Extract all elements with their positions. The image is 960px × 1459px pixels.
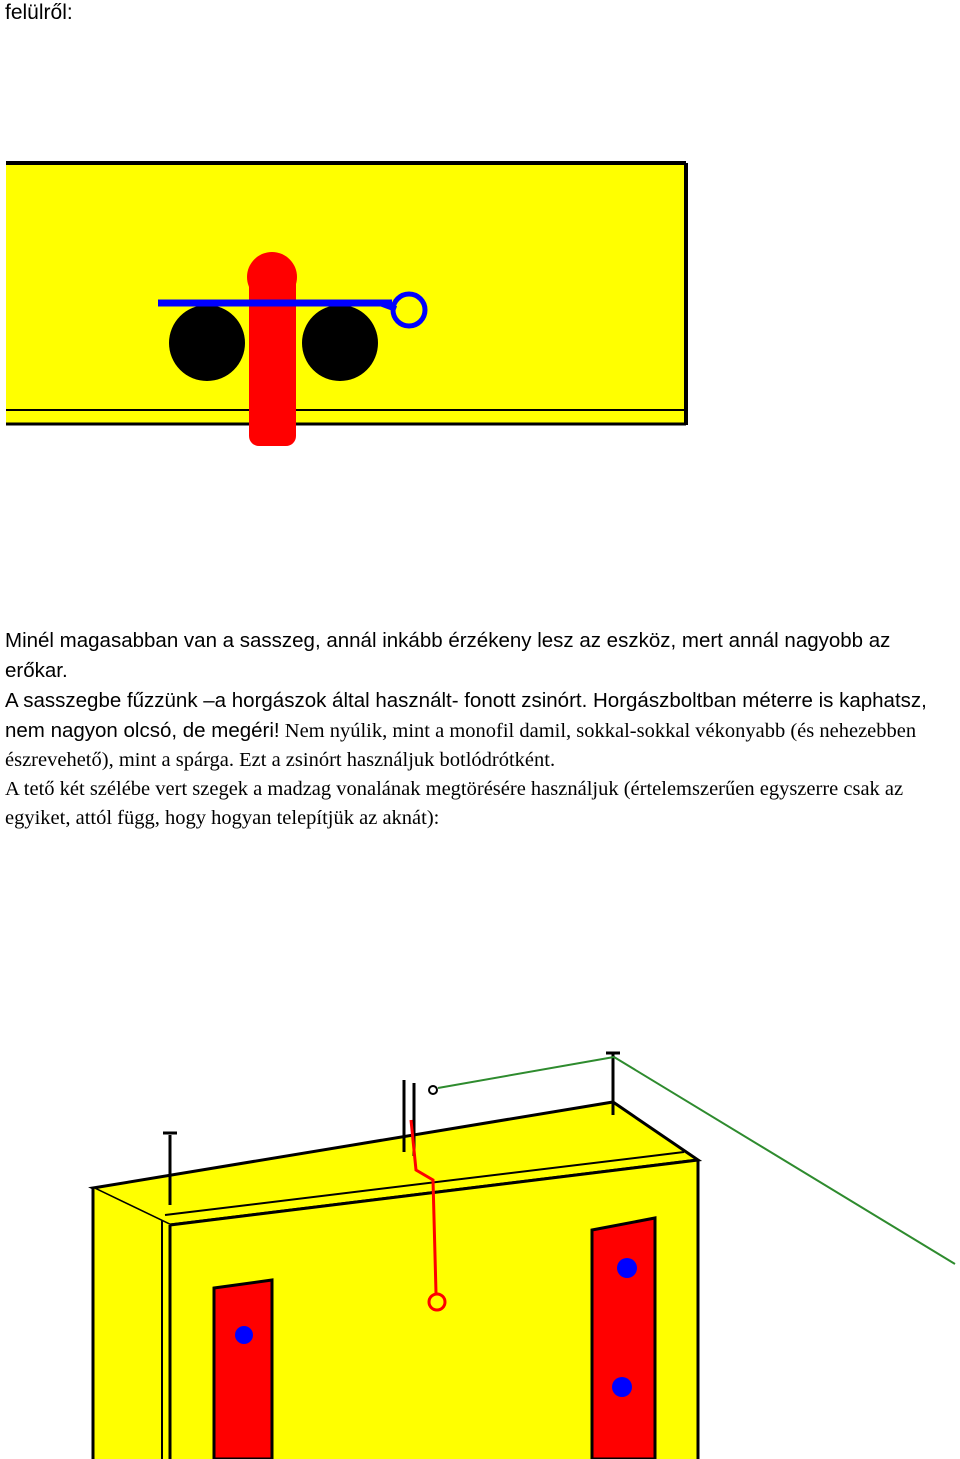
top-view-diagram — [0, 150, 700, 460]
black-circle-right — [302, 305, 378, 381]
blue-dot-right-upper — [617, 1258, 637, 1278]
paragraph-2-text-b: Nem nyúlik, mint a monofil damil, sokkal-sokkal vékonyabb (és nehezebben észrevehető), mint a spárga. Ezt a zsinórt használjuk botlódrótként. — [5, 720, 917, 771]
red-pin-head — [247, 252, 297, 302]
paragraph-3 — [5, 775, 955, 833]
blue-dot-left — [235, 1326, 253, 1344]
body-text — [5, 626, 955, 833]
blue-dot-right-lower — [612, 1377, 632, 1397]
paragraph-3-text: A tető két szélébe vert szegek a madzag vonalának megtörésére használjuk (értelemszerűen egyszerre csak az egyiket, attól függ, hogy hogyan telepítjük az aknát): — [5, 778, 904, 829]
box-top-view — [6, 163, 686, 425]
heading-felulrol: felülről: — [5, 1, 73, 24]
paragraph-1 — [5, 626, 955, 686]
paragraph-2 — [5, 686, 955, 775]
paragraph-2-text-a: A sasszegbe fűzzünk –a horgászok által használt- fonott zsinórt. Horgászboltban méterre is kaphatsz, nem nagyon olcsó, de megéri! — [5, 689, 927, 742]
pin-ring — [429, 1086, 437, 1094]
red-panel-right — [592, 1218, 655, 1459]
paragraph-1-text: Minél magasabban van a sasszeg, annál inkább érzékeny lesz az eszköz, mert annál nagyobb az erőkar. — [5, 629, 891, 682]
black-circle-left — [169, 305, 245, 381]
perspective-diagram — [0, 1040, 960, 1459]
green-string-1 — [438, 1057, 614, 1088]
box-side — [93, 1188, 170, 1459]
red-panel-left — [214, 1280, 272, 1459]
